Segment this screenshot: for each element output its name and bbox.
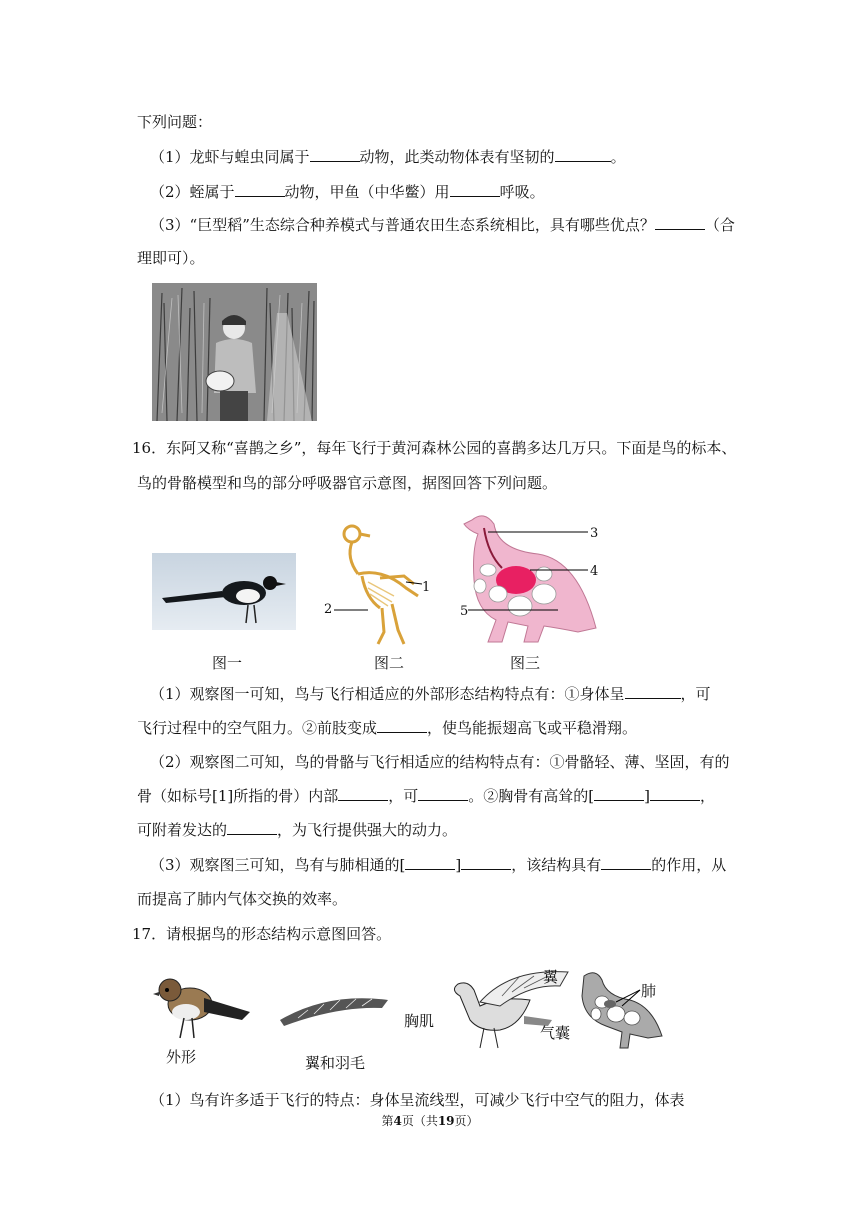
answer-blank[interactable] bbox=[601, 855, 651, 870]
air-sac-label: 气囊 bbox=[540, 1024, 571, 1042]
answer-blank[interactable] bbox=[450, 182, 500, 197]
answer-blank[interactable] bbox=[338, 786, 388, 801]
label-3: 3 bbox=[590, 526, 599, 541]
current-page: 4 bbox=[393, 1114, 402, 1128]
q15-line1: （1）龙虾与蝗虫同属于 动物，此类动物体表有坚韧的 。 bbox=[150, 148, 626, 166]
answer-blank[interactable] bbox=[655, 215, 705, 230]
answer-blank[interactable] bbox=[650, 786, 700, 801]
wing-caption: 翼和羽毛 bbox=[305, 1054, 366, 1072]
figure-3-caption: 图三 bbox=[510, 654, 541, 672]
sparrow-illustration bbox=[150, 968, 254, 1044]
q15-line3-cont: 理即可）。 bbox=[137, 249, 205, 267]
chest-muscle-label: 胸肌 bbox=[404, 1012, 435, 1030]
q16-part2-line3: 可附着发达的 ，为飞行提供强大的动力。 bbox=[137, 821, 458, 839]
label-4: 4 bbox=[590, 564, 599, 579]
q15-line3: （3）“巨型稻”生态综合种养模式与普通农田生态系统相比，具有哪些优点？ （合 bbox=[150, 216, 735, 234]
answer-blank[interactable] bbox=[227, 820, 277, 835]
figure-1-caption: 图一 bbox=[212, 654, 243, 672]
lung-label: 肺 bbox=[641, 982, 657, 1000]
q16-part3-line1: （3）观察图三可知，鸟有与肺相通的[ ] ，该结构具有 的作用，从 bbox=[150, 856, 727, 874]
q17-stem: 17．请根据鸟的形态结构示意图回答。 bbox=[132, 925, 392, 943]
rice-field-photo bbox=[152, 283, 317, 421]
label-5: 5 bbox=[460, 604, 469, 619]
wing-label: 翼 bbox=[543, 968, 559, 986]
q17-part1-line1: （1）鸟有许多适于飞行的特点：身体呈流线型，可减少飞行中空气的阻力，体表 bbox=[150, 1091, 685, 1109]
magpie-photo bbox=[152, 553, 296, 630]
q16-part2-line1: （2）观察图二可知，鸟的骨骼与飞行相适应的结构特点有：①骨骼轻、薄、坚固，有的 bbox=[150, 753, 730, 771]
q15-intro: 下列问题： bbox=[137, 113, 213, 131]
answer-blank[interactable] bbox=[594, 786, 644, 801]
q16-stem-line1: 16．东阿又称“喜鹊之乡”，每年飞行于黄河森林公园的喜鹊多达几万只。下面是鸟的标本、 bbox=[132, 439, 737, 457]
label-1: 1 bbox=[422, 580, 431, 595]
figure-2-caption: 图二 bbox=[374, 654, 405, 672]
total-pages: 19 bbox=[437, 1114, 455, 1128]
answer-blank[interactable] bbox=[310, 147, 360, 162]
answer-blank[interactable] bbox=[418, 786, 468, 801]
answer-blank[interactable] bbox=[625, 684, 681, 699]
q16-part1-line1: （1）观察图一可知，鸟与飞行相适应的外部形态结构特点有：①身体呈 ，可 bbox=[150, 685, 711, 703]
q16-part2-line2: 骨（如标号[1]所指的骨）内部 ，可 。②胸骨有高耸的[ ] ， bbox=[137, 787, 715, 805]
bird-lung-diagram bbox=[572, 966, 664, 1052]
answer-blank[interactable] bbox=[461, 855, 511, 870]
q16-part1-line2: 飞行过程中的空气阻力。②前肢变成 ，使鸟能振翅高飞或平稳滑翔。 bbox=[137, 719, 638, 737]
wing-feathers-illustration bbox=[278, 990, 390, 1030]
q16-part3-line2: 而提高了肺内气体交换的效率。 bbox=[137, 890, 348, 908]
label-2: 2 bbox=[324, 602, 333, 617]
shape-caption: 外形 bbox=[166, 1048, 197, 1066]
q16-stem-line2: 鸟的骨骼模型和鸟的部分呼吸器官示意图，据图回答下列问题。 bbox=[137, 474, 558, 492]
q15-line2: （2）蛭属于 动物，甲鱼（中华鳖）用 呼吸。 bbox=[150, 183, 545, 201]
bird-respiratory-diagram bbox=[458, 510, 598, 648]
answer-blank[interactable] bbox=[555, 147, 611, 162]
bird-skeleton-diagram bbox=[322, 518, 434, 650]
page-footer: 第4页（共19页） bbox=[381, 1114, 479, 1128]
answer-blank[interactable] bbox=[235, 182, 285, 197]
answer-blank[interactable] bbox=[377, 718, 427, 733]
answer-blank[interactable] bbox=[405, 855, 455, 870]
